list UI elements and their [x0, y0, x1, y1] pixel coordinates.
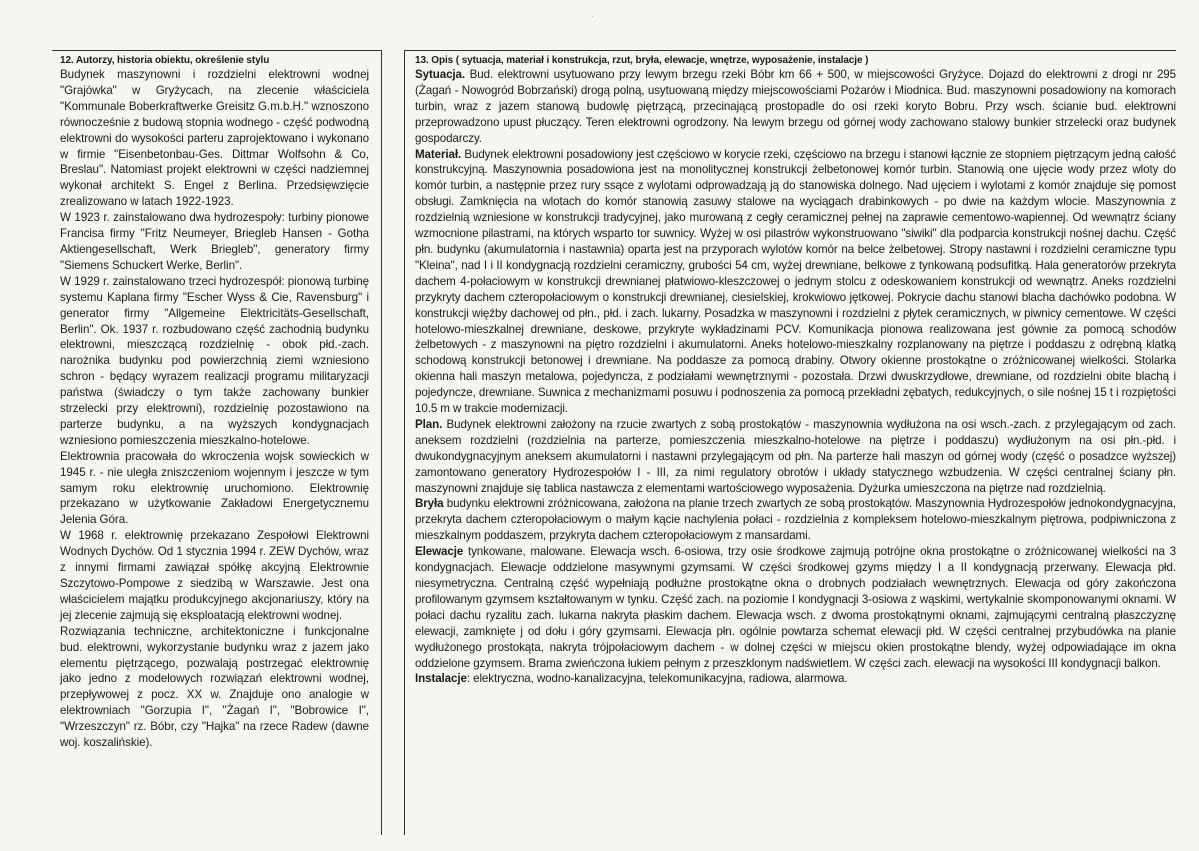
- text-material: Budynek elektrowni posadowiony jest częściowo w korycie rzeki, częściowo na brzegu i stanowi łącznie ze stopniem piętrzącym jedną całość konstrukcyjną. Maszynownia posadowiona jest na monolitycznej konstrukcji żelbetonowej komór turbin. Stanowią one ujęcie wody przez wloty do komór turbin, a następnie przez rury ssące z wylotami odprowadzają ją do stanowiska dolnego. Nad ujęciem i wylotami z komór znajduje się pomost obsługi. Zamknięcia na wlotach do komór stanowią zasuwy stalowe na wyciągach drabinkowych - po dwie na każdym wlocie. Maszynownia z rozdzielnią wzniesione w konstrukcji tradycyjnej, jako murowaną z cegły ceramicznej pełnej na zaprawie cementowo-wapiennej. Od wewnątrz ściany wzmocnione pilastrami, na których wsparto tor suwnicy. Wyżej w osi pilastrów wykonstruowano "siwiki" dla podparcia konstrukcji nośnej dachu. Część płn. budynku (akumulatornia i nastawnia) oparta jest na przyporach wylotów komór na belce żelbetowej. Stropy nastawni i rozdzielni ceramiczne typu "Kleina", nad I i II kondygnacją rozdzielni ceramiczny, grubości 54 cm, wyżej drewniane, belkowe z tynkowaną podsufitką. Hala generatorów przekryta dachem 4-połaciowym w konstrukcji drewnianej płatwiowo-kleszczowej o jednym stolcu z odeskowaniem konstrukcji od wewnątrz. Aneks rozdzielni przykryty dachem czteropołaciowym o konstrukcji drewnianej, ciesielskiej, krokwiowo jętkowej. Pokrycie dachu stanowi blacha dachówko podobna. W konstrukcji więźby dachowej od płn., płd. i zach. lukarny. Posadzka w maszynowni i rozdzielni z płytek ceramicznych, w piwnicy cementowe. W części hotelowo-mieszkalnej drewniane, deskowe, przykryte wykładzinami PCV. Komunikacja pionowa realizowana jest gównie za pomocą schodów żelbetowych - z maszynowni na piętro rozdzielni i akumulatorni. Aneks hotelowo-mieszkalny rozplanowany na piętrze i poddaszu z odrębną klatką schodową konstrukcji betonowej i drewniane. Na poddasze za pomocą drabiny. Otwory okienne prostokątne o zróżnicowanej wielkości. Stolarka okienna hali maszyn metalowa, pojedyncza, z podziałami wewnętrznymi - pozostała. Drzwi dwuskrzydłowe, drewniane, od rozdzielni obite blachą i pojedyncze, drewniane. Suwnica z mechanizmami posuwu i podnoszenia za pomocą przekładni zębatych, redukcyjnych, o sile nośnej 15 t i rozpiętości 10.5 m w trakcie modernizacji.: [415, 147, 1176, 416]
- section-elevations: [415, 544, 1176, 671]
- section-material: [415, 147, 1176, 417]
- scan-mark: ·: [591, 12, 594, 21]
- label-elevations: Elewacje: [415, 545, 464, 559]
- paragraph: W 1929 r. zainstalowano trzeci hydrozespół: pionową turbinę systemu Kaplana firmy "Escher Wyss & Cie, Ravensburg" i generator firmy "Allgemeine Elektricitäts-Gesellschaft, Berlin". Ok. 1937 r. rozbudowano część zachodnią budynku elektrowni, mieszczącą rozdzielnię - obok płd.-zach. narożnika budynku pod powierzchnią ziemi wzniesiono schron - będący wyrazem realizacji programu militaryzacji państwa (świadczy o tym także zachowany bunkier strzelecki przy elektrowni), rozdzielnię pozostawiono na parterze budynku, a na wyższych kondygnacjach wzniesiono pomieszczenia mieszkalno-hotelowe.: [60, 274, 369, 447]
- paragraph: Rozwiązania techniczne, architektoniczne i funkcjonalne bud. elektrowni, wykorzystanie budynku wraz z jazem jako elementu piętrzącego, pozwalają postrzegać elektrownię jako jedno z modelowych rozwiązań elektrowni wodnej, przepływowej z pocz. XX w. Znajduje ono analogie w elektrowniach "Gorzupia I", "Żagań I", "Bobrowice I", "Wrzeszczyn" rz. Bóbr, czy "Hajka" na rzece Radew (dawne woj. koszalińskie).: [60, 624, 369, 750]
- section-body-form: [415, 496, 1176, 544]
- label-situation: Sytuacja.: [415, 68, 466, 81]
- section-13-body: [415, 67, 1176, 687]
- paragraph: Elektrownia pracowała do wkroczenia wojsk sowieckich w 1945 r. - nie uległa zniszczeniom wojennym i jeszcze w tym samym roku elektrownię uruchomiono. Elektrownię przekazano w użytkowanie Zakładowi Energetycznemu Jelenia Góra.: [60, 449, 369, 527]
- label-plan: Plan.: [415, 417, 443, 431]
- section-13-column: [404, 50, 1176, 835]
- text-body-form: budynku elektrowni zróżnicowana, założona na planie trzech zwartych ze sobą prostokątów. Maszynownia Hydrozespołów jednokondygnacyjna, przekryta dachem czteropołaciowym o małym kącie nachylenia połaci - rozdzielnia z kompleksem hotelowo-mieszkalnym piętrowa, podpiwniczona z mieszkalnym poddaszem, przykryta dachem czteropołaciowym z mansardami.: [415, 497, 1176, 543]
- paragraph: Budynek maszynowni i rozdzielni elektrowni wodnej "Grajówka" w Gryżycach, na zlecenie właściciela "Kommunale Boberkraftwerke Greisitz G.m.b.H." wznoszono równocześnie z budową stopnia wodnego - część podwodną elektrowni do wysokości parteru zaprojektowano i wykonano w firmie "Eisenbetonbau-Ges. Dittmar Wolfsohn & Co, Breslau". Natomiast projekt elektrowni w części nadziemnej wykonał architekt S. Engel z Berlina. Przedsięwzięcie zrealizowano w latach 1922-1923.: [60, 68, 369, 209]
- section-13-heading: 13. Opis ( sytuacja, materiał i konstrukcja, rzut, bryła, elewacje, wnętrze, wyposażenie, instalacje ): [415, 55, 869, 66]
- paragraph: W 1923 r. zainstalowano dwa hydrozespoły: turbiny pionowe Francisa firmy "Fritz Neumeyer, Briegleb Hansen - Gotha Aktiengesellschaft, Werk Briegleb", generatory firmy "Siemens Schuckert Werke, Berlin".: [60, 211, 369, 272]
- section-12-column: [52, 50, 382, 835]
- label-installations: Instalacje: [415, 672, 467, 686]
- label-material: Materiał.: [415, 147, 462, 161]
- section-12-body: [60, 67, 369, 751]
- label-body-form: Bryła: [415, 497, 444, 511]
- text-situation: Bud. elektrowni usytuowano przy lewym brzegu rzeki Bóbr km 66 + 500, w miejscowości Gryżyce. Dojazd do elektrowni z drogi nr 295 (Żagań - Nowogród Bobrzański) drogą polną, usytuowaną między miejscowościami Pożarów i Miodnica. Bud. maszynowni posadowiony na komorach turbin, wraz z jazem stanową budowlę piętrzącą, przecinającą prostopadle do osi rzeki koryto Bobru. Przy wsch. ścianie bud. elektrowni przeprowadzono upust płuczący. Teren elektrowni ogrodzony. Na lewym brzegu od górnej wody zachowano stalowy bunkier strzelecki oraz budynek gospodarczy.: [415, 68, 1176, 145]
- section-12-heading: 12. Autorzy, historia obiektu, określenie stylu: [60, 55, 270, 66]
- paragraph: W 1968 r. elektrownię przekazano Zespołowi Elektrowni Wodnych Dychów. Od 1 stycznia 1994 r. ZEW Dychów, wraz z innymi firmami zawiązał spółkę akcyjną Elektrownie Szczytowo-Pompowe z siedzibą w Warszawie. Jest ona właścicielem majątku produkcyjnego akcjonariuszy, który na jej zlecenie zajmują się eksploatacją elektrowni wodnej.: [60, 529, 369, 622]
- section-situation: [415, 67, 1176, 147]
- text-installations: : elektryczna, wodno-kanalizacyjna, telekomunikacyjna, radiowa, alarmowa.: [466, 672, 848, 686]
- text-elevations: tynkowane, malowane. Elewacja wsch. 6-osiowa, trzy osie środkowe zajmują potrójne okna prostokątne o zróżnicowanej wielkości na 3 kondygnacjach. Elewacje oddzielone masywnymi gzymsami. W części środkowej gzyms między I a II kondygnacją przerwany. Elewacja płd. niesymetryczna. Centralną część wypełniają podłużne prostokątne okna o drobnych podziałach wewnętrznych. Elewacja od góry zakończona profilowanym gzymsem kształtowanym w tynku. Część zach. na poziomie I kondygnacji 3-osiowa z wąskimi, wertykalnie skomponowanymi oknami. W połaci dachu ryzalitu zach. lukarna nakryta płaskim dachem. Elewacja wsch. z dwoma prostokątnymi oknami, zajmującymi centralną płaszczyznę elewacji, zamknięte j od dołu i góry gzymsami. Elewacja płn. ogólnie powtarza schemat elewacji płd. W części centralnej przybudówka na planie wydłużonego prostokąta, nakryta trójpołaciowym dachem - w dolnej części w miejscu okien prostokątne blendy, wyżej odpowiadające im okna oddzielone gzymsem. Brama zwieńczona łukiem pełnym z przeszklonym nadświetlem. W części zach. elewacji na wysokości III kondygnacji balkon.: [415, 545, 1176, 670]
- section-plan: [415, 417, 1176, 497]
- text-plan: Budynek elektrowni założony na rzucie zwartych z sobą prostokątów - maszynownia wydłużona na osi wsch.-zach. z przylegającym od zach. aneksem rozdzielni (rozdzielnia na parterze, pomieszczenia mieszkalno-hotelowe na piętrze i poddaszu) wydłużonym na osi płn.-płd. i dwukondygnacyjnym aneksem akumulatorni i nastawni przylegającym od płn. Na parterze hali maszyn od górnej wody (część o posadzce wyższej) zamontowano generatory Hydrozespołów I - III, za nimi regulatory obrotów i układy statycznego wzbudzenia. W części centralnej ściany płn. maszynowni znajduje się tablica nastawcza z elementami wartościowego wyposażenia. Dyżurka umieszczona na piętrze nad rozdzielnią.: [415, 417, 1176, 495]
- section-installations: [415, 671, 1176, 687]
